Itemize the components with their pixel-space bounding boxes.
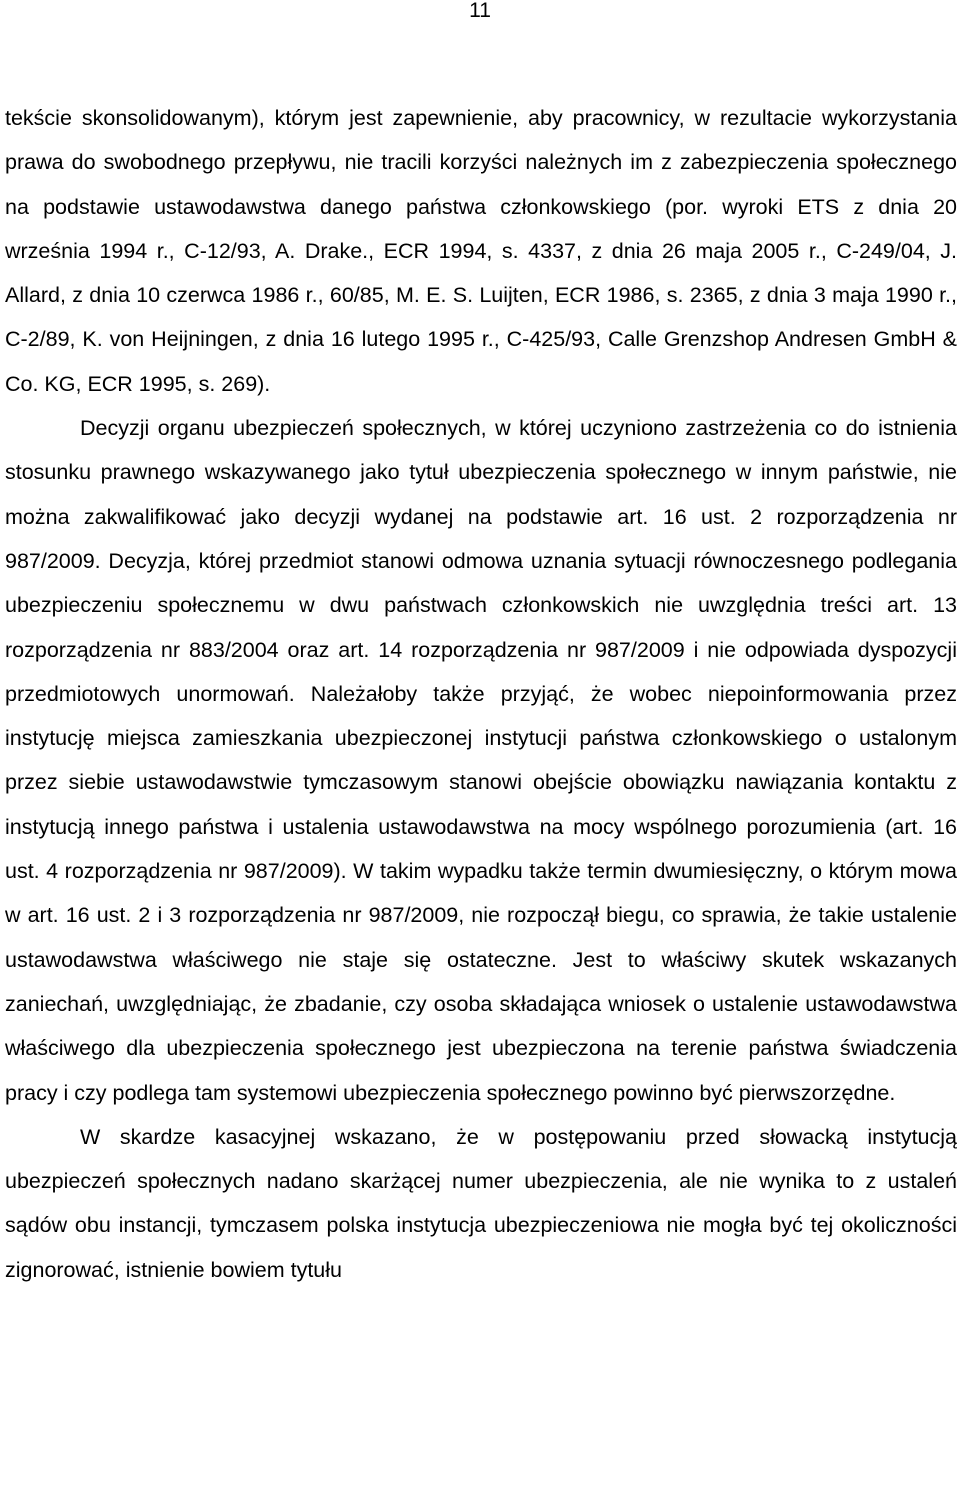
document-body	[5, 96, 957, 1292]
paragraph-decision-analysis: Decyzji organu ubezpieczeń społecznych, w której uczyniono zastrzeżenia co do istnienia stosunku prawnego wskazywanego jako tytuł ubezpieczenia społecznego w innym państwie, nie można zakwalifikować jako decyzji wydanej na podstawie art. 16 ust. 2 rozporządzenia nr 987/2009. Decyzja, której przedmiot stanowi odmowa uznania sytuacji równoczesnego podlegania ubezpieczeniu społecznemu w dwu państwach członkowskich nie uwzględnia treści art. 13 rozporządzenia nr 883/2004 oraz art. 14 rozporządzenia nr 987/2009 i nie odpowiada dyspozycji przedmiotowych unormowań. Należałoby także przyjąć, że wobec niepoinformowania przez instytucję miejsca zamieszkania ubezpieczonej instytucji państwa członkowskiego o ustalonym przez siebie ustawodawstwie tymczasowym stanowi obejście obowiązku nawiązania kontaktu z instytucją innego państwa i ustalenia ustawodawstwa na mocy wspólnego porozumienia (art. 16 ust. 4 rozporządzenia nr 987/2009). W takim wypadku także termin dwumiesięczny, o którym mowa w art. 16 ust. 2 i 3 rozporządzenia nr 987/2009, nie rozpoczął biegu, co sprawia, że takie ustalenie ustawodawstwa właściwego nie staje się ostateczne. Jest to właściwy skutek wskazanych zaniechań, uwzględniając, że zbadanie, czy osoba składająca wniosek o ustalenie ustawodawstwa właściwego dla ubezpieczenia społecznego jest ubezpieczona na terenie państwa świadczenia pracy i czy podlega tam systemowi ubezpieczenia społecznego powinno być pierwszorzędne.	[5, 416, 957, 1105]
paragraph-continuation: tekście skonsolidowanym), którym jest zapewnienie, aby pracownicy, w rezultacie wykorzystania prawa do swobodnego przepływu, nie tracili korzyści należnych im z zabezpieczenia społecznego na podstawie ustawodawstwa danego państwa członkowskiego (por. wyroki ETS z dnia 20 września 1994 r., C-12/93, A. Drake., ECR 1994, s. 4337, z dnia 26 maja 2005 r., C-249/04, J. Allard, z dnia 10 czerwca 1986 r., 60/85, M. E. S. Luijten, ECR 1986, s. 2365, z dnia 3 maja 1990 r., C-2/89, K. von Heijningen, z dnia 16 lutego 1995 r., C-425/93, Calle Grenzshop Andresen GmbH & Co. KG, ECR 1995, s. 269).	[5, 106, 957, 396]
paragraph-cassation-complaint: W skardze kasacyjnej wskazano, że w postępowaniu przed słowacką instytucją ubezpieczeń społecznych nadano skarżącej numer ubezpieczenia, ale nie wynika to z ustaleń sądów obu instancji, tymczasem polska instytucja ubezpieczeniowa nie mogła być tej okoliczności zignorować, istnienie bowiem tytułu	[5, 1124, 957, 1282]
page-number: 11	[469, 0, 491, 22]
